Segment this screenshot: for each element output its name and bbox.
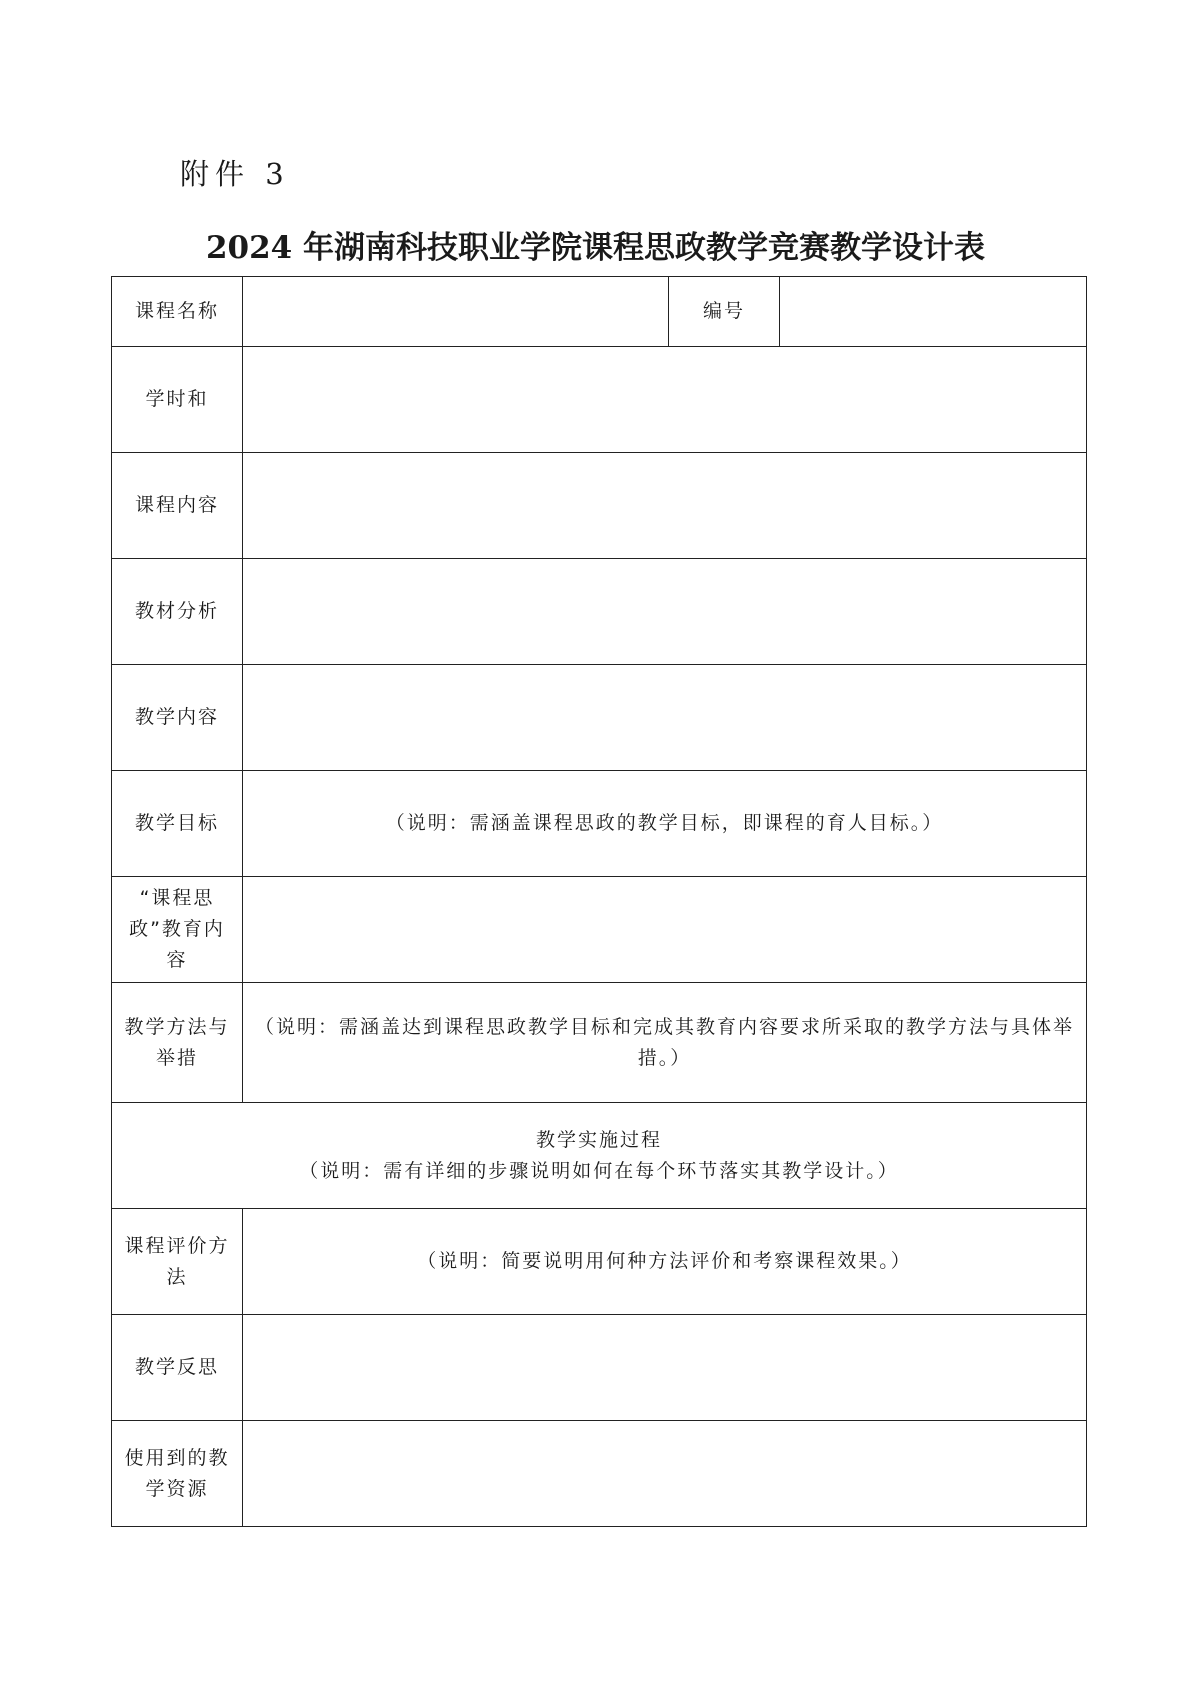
process-note: （说明：需有详细的步骤说明如何在每个环节落实其教学设计。） bbox=[299, 1159, 899, 1182]
row-course-name bbox=[112, 277, 1087, 347]
row-teaching-content bbox=[112, 665, 1087, 771]
row-method bbox=[112, 983, 1087, 1103]
ideology-content-field[interactable] bbox=[243, 877, 1087, 983]
row-process bbox=[112, 1103, 1087, 1209]
textbook-analysis-label: 教材分析 bbox=[112, 559, 243, 665]
hours-label: 学时和 bbox=[112, 347, 243, 453]
textbook-analysis-field[interactable] bbox=[243, 559, 1087, 665]
row-textbook-analysis bbox=[112, 559, 1087, 665]
row-ideology-content bbox=[112, 877, 1087, 983]
teaching-goal-note[interactable]: （说明：需涵盖课程思政的教学目标，即课程的育人目标。） bbox=[243, 771, 1087, 877]
row-course-content bbox=[112, 453, 1087, 559]
course-content-label: 课程内容 bbox=[112, 453, 243, 559]
teaching-content-field[interactable] bbox=[243, 665, 1087, 771]
evaluation-note[interactable]: （说明：简要说明用何种方法评价和考察课程效果。） bbox=[243, 1209, 1087, 1315]
process-heading: 教学实施过程 bbox=[535, 1128, 662, 1151]
hours-field[interactable] bbox=[243, 347, 1087, 453]
course-name-label: 课程名称 bbox=[112, 277, 243, 347]
course-name-field[interactable] bbox=[243, 277, 669, 347]
process-cell[interactable] bbox=[112, 1103, 1087, 1209]
reflection-field[interactable] bbox=[243, 1315, 1087, 1421]
method-label: 教学方法与举措 bbox=[112, 983, 243, 1103]
attachment-label: 附件 3 bbox=[180, 157, 290, 191]
design-form-table bbox=[111, 276, 1087, 1527]
course-content-field[interactable] bbox=[243, 453, 1087, 559]
evaluation-label: 课程评价方法 bbox=[112, 1209, 243, 1315]
reflection-label: 教学反思 bbox=[112, 1315, 243, 1421]
row-hours bbox=[112, 347, 1087, 453]
method-note[interactable]: （说明：需涵盖达到课程思政教学目标和完成其教育内容要求所采取的教学方法与具体举措。） bbox=[243, 983, 1087, 1103]
teaching-goal-label: 教学目标 bbox=[112, 771, 243, 877]
resources-label: 使用到的教学资源 bbox=[112, 1421, 243, 1527]
number-label: 编号 bbox=[669, 277, 780, 347]
page-title: 2024 年湖南科技职业学院课程思政教学竞赛教学设计表 bbox=[205, 230, 986, 266]
row-teaching-goal bbox=[112, 771, 1087, 877]
row-reflection bbox=[112, 1315, 1087, 1421]
teaching-content-label: 教学内容 bbox=[112, 665, 243, 771]
number-field[interactable] bbox=[780, 277, 1087, 347]
resources-field[interactable] bbox=[243, 1421, 1087, 1527]
row-resources bbox=[112, 1421, 1087, 1527]
row-evaluation bbox=[112, 1209, 1087, 1315]
ideology-content-label: “课程思政”教育内容 bbox=[112, 877, 243, 983]
